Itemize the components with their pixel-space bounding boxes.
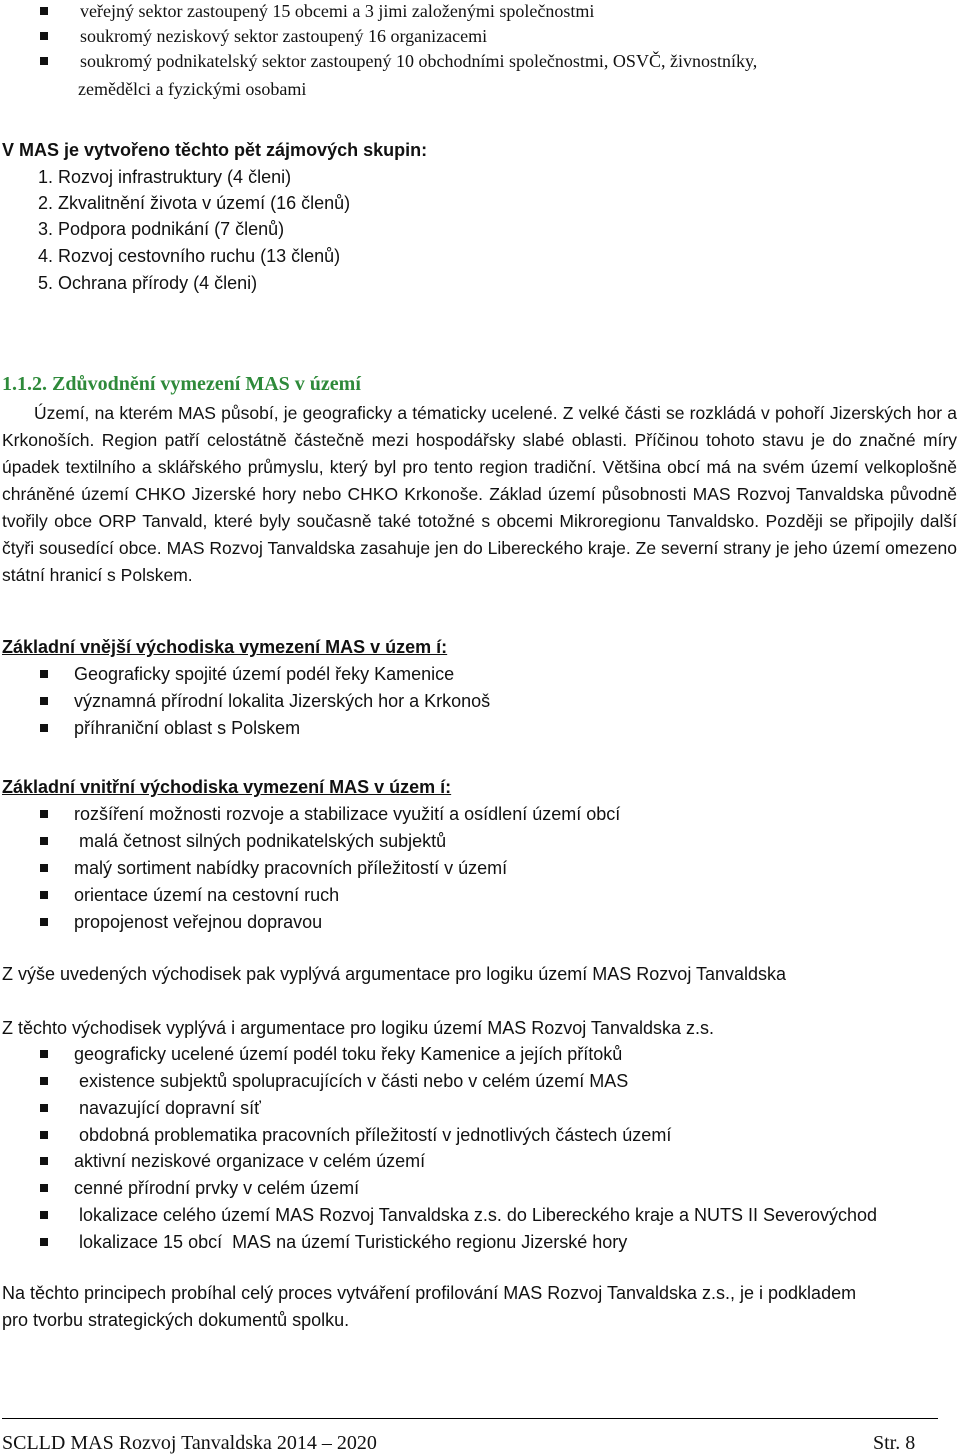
list-item: soukromý neziskový sektor zastoupený 16 organizacemi — [80, 26, 488, 46]
list-item: veřejný sektor zastoupený 15 obcemi a 3 jimi založenými společnostmi — [80, 1, 595, 21]
bullet-icon — [40, 670, 48, 678]
list-item-continuation: zemědělci a fyzickými osobami — [78, 79, 307, 99]
conclusion-intro: Z těchto východisek vyplývá i argumentace pro logiku území MAS Rozvoj Tanvaldska z.s. — [2, 1018, 714, 1038]
bullet-icon — [40, 1211, 48, 1219]
section-heading: 1.1.2. Zdůvodnění vymezení MAS v území — [2, 373, 361, 395]
bullet-icon — [40, 918, 48, 926]
list-item: soukromý podnikatelský sektor zastoupený 10 obchodními společnostmi, OSVČ, živnostníky, — [80, 51, 758, 71]
group-item: 4. Rozvoj cestovního ruchu (13 členů) — [38, 246, 341, 266]
footer-title: SCLLD MAS Rozvoj Tanvaldska 2014 – 2020 — [2, 1432, 377, 1454]
group-item: 3. Podpora podnikání (7 členů) — [38, 219, 285, 239]
closing-text: Na těchto principech probíhal celý proces vytváření profilování MAS Rozvoj Tanvaldska z.s., je i podkladem — [2, 1283, 857, 1303]
conclusion-text: Z výše uvedených východisek pak vyplývá argumentace pro logiku území MAS Rozvoj Tanvaldska — [2, 964, 787, 984]
footer-divider — [2, 1418, 938, 1419]
list-item: obdobná problematika pracovních příležitostí v jednotlivých částech území — [74, 1125, 672, 1145]
list-item: cenné přírodní prvky v celém území — [74, 1178, 360, 1198]
list-item: existence subjektů spolupracujících v části nebo v celém území MAS — [74, 1071, 629, 1091]
internal-heading: Základní vnitřní východiska vymezení MAS v územ í: — [2, 777, 452, 797]
list-item: orientace území na cestovní ruch — [74, 885, 340, 905]
bullet-icon — [40, 864, 48, 872]
bullet-icon — [40, 810, 48, 818]
list-item: geograficky ucelené území podél toku řeky Kamenice a jejích přítoků — [74, 1044, 623, 1064]
list-item: rozšíření možnosti rozvoje a stabilizace využití a osídlení území obcí — [74, 804, 621, 824]
closing-text: pro tvorbu strategických dokumentů spolku. — [2, 1310, 350, 1330]
list-item: aktivní neziskové organizace v celém území — [74, 1151, 426, 1171]
section-paragraph: Území, na kterém MAS působí, je geograficky a tématicky ucelené. Z velké části se rozkládá v pohoří Jizerských hor a Krkonoších. Region patří celostátně částečně mezi hospodářsky slabé oblasti. Příčinou tohoto stavu je do značné míry úpadek textilního a sklářského průmyslu, který byl pro tento region tradiční. Většina obcí má na svém území velkoplošně chráněné území CHKO Jizerské hory nebo CHKO Krkonoše. Základ území působnosti MAS Rozvoj Tanvaldska původně tvořily obce ORP Tanvald, které byly současně také totožné s obcemi Mikroregionu Tanvaldsko. Později se připojily další čtyři sousedící obce. MAS Rozvoj Tanvaldska zasahuje jen do Libereckého kraje. Ze severní strany je jeho území omezeno státní hranicí s Polskem. — [2, 403, 957, 585]
groups-intro: V MAS je vytvořeno těchto pět zájmových skupin: — [2, 140, 428, 160]
bullet-icon — [40, 837, 48, 845]
bullet-icon — [40, 57, 48, 65]
list-item: malý sortiment nabídky pracovních příležitostí v území — [74, 858, 508, 878]
list-item: příhraniční oblast s Polskem — [74, 718, 301, 738]
bullet-icon — [40, 1184, 48, 1192]
list-item: významná přírodní lokalita Jizerských hor a Krkonoš — [74, 691, 491, 711]
bullet-icon — [40, 1104, 48, 1112]
list-item: lokalizace 15 obcí MAS na území Turistického regionu Jizerské hory — [74, 1232, 628, 1252]
bullet-icon — [40, 7, 48, 15]
bullet-icon — [40, 1131, 48, 1139]
list-item: propojenost veřejnou dopravou — [74, 912, 323, 932]
list-item: navazující dopravní síť — [74, 1098, 261, 1118]
list-item: lokalizace celého území MAS Rozvoj Tanvaldska z.s. do Libereckého kraje a NUTS II Severovýchod — [74, 1205, 878, 1225]
list-item: Geograficky spojité území podél řeky Kamenice — [74, 664, 455, 684]
bullet-icon — [40, 32, 48, 40]
page-number: Str. 8 — [873, 1432, 916, 1454]
bullet-icon — [40, 1238, 48, 1246]
bullet-icon — [40, 724, 48, 732]
bullet-icon — [40, 697, 48, 705]
bullet-icon — [40, 891, 48, 899]
bullet-icon — [40, 1077, 48, 1085]
list-item: malá četnost silných podnikatelských subjektů — [74, 831, 447, 851]
bullet-icon — [40, 1050, 48, 1058]
group-item: 1. Rozvoj infrastruktury (4 členi) — [38, 167, 292, 187]
bullet-icon — [40, 1157, 48, 1165]
group-item: 2. Zkvalitnění života v území (16 členů) — [38, 193, 351, 213]
group-item: 5. Ochrana přírody (4 členi) — [38, 273, 258, 293]
external-heading: Základní vnější východiska vymezení MAS v územ í: — [2, 637, 448, 657]
